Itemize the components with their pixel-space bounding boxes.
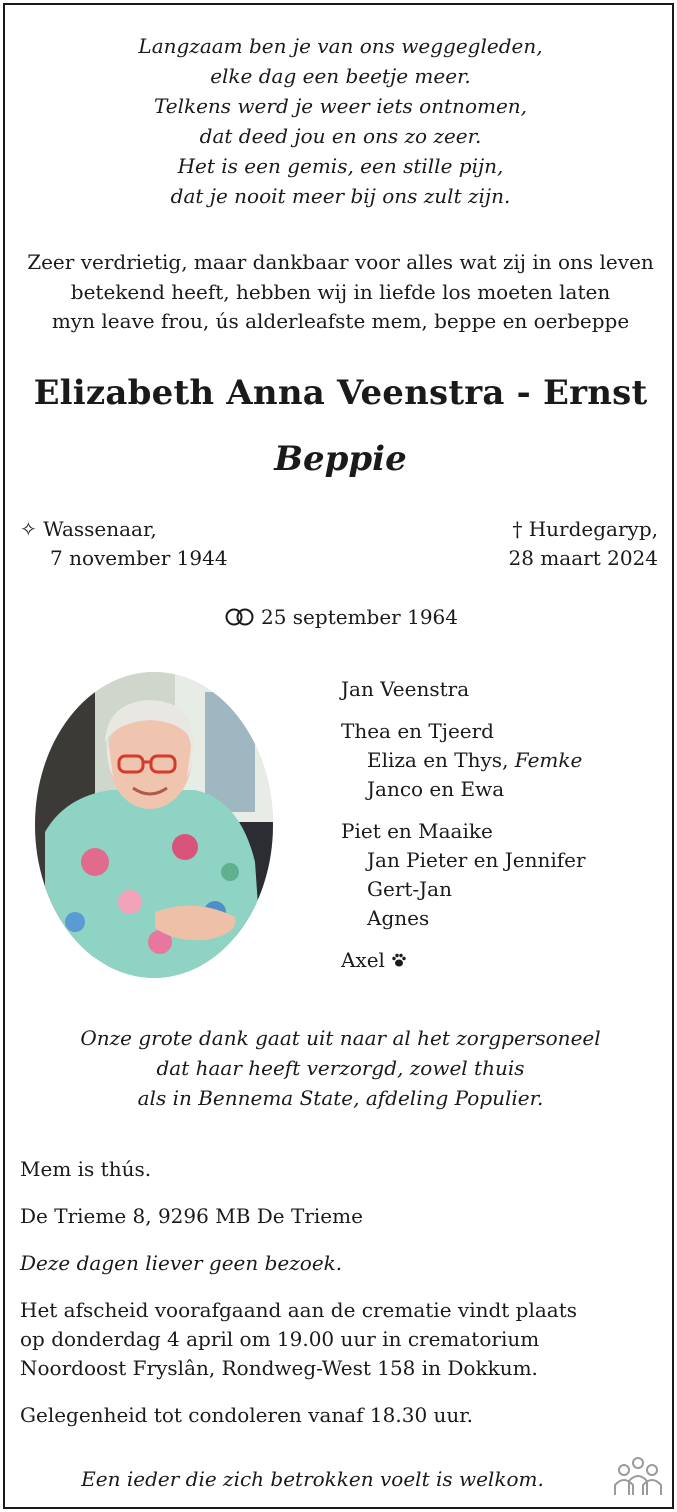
address: De Trieme 8, 9296 MB De Trieme <box>20 1204 363 1228</box>
birth-star-icon: ✧ <box>20 517 37 541</box>
grandchild-name: Eliza en Thys, <box>367 748 509 772</box>
great-grandchild-name: Femke <box>514 748 583 772</box>
condolence-note: Gelegenheid tot condoleren vanaf 18.30 uur. <box>20 1403 474 1427</box>
poem-line: Het is een gemis, een stille pijn, <box>177 154 504 178</box>
poem-line: dat je nooit meer bij ons zult zijn. <box>170 184 511 208</box>
intro-line: myn leave frou, ús alderleafste mem, beppe en oerbeppe <box>51 309 630 333</box>
home-note: Mem is thús. <box>20 1157 152 1181</box>
portrait-photo <box>35 672 273 978</box>
poem-line: Langzaam ben je van ons weggegleden, <box>138 34 543 58</box>
poem-line: Telkens werd je weer iets ontnomen, <box>153 94 528 118</box>
arrangements-info <box>20 1155 660 1448</box>
intro-line: Zeer verdrietig, maar dankbaar voor alles wat zij in ons leven <box>27 250 654 274</box>
death-info <box>509 515 658 573</box>
people-group-logo-icon <box>612 1455 664 1497</box>
farewell-details <box>20 1296 660 1383</box>
poem-line: dat deed jou en ons zo zeer. <box>199 124 482 148</box>
child-couple: Thea en Tjeerd <box>341 719 494 743</box>
grandchild-name: Gert-Jan <box>367 877 452 901</box>
deceased-nickname: Beppie <box>274 439 407 479</box>
death-date: 28 maart 2024 <box>508 546 658 570</box>
farewell-line: Het afscheid voorafgaand aan de crematie vindt plaats <box>20 1298 578 1322</box>
grandchild-name: Janco en Ewa <box>367 777 505 801</box>
death-cross-icon: † <box>512 517 523 541</box>
thanks-text <box>5 1023 676 1113</box>
thanks-line: Onze grote dank gaat uit naar al het zorgpersoneel <box>80 1026 601 1050</box>
death-place: Hurdegaryp, <box>528 517 658 541</box>
birth-info <box>20 515 228 573</box>
poem <box>5 31 676 211</box>
portrait-illustration <box>35 672 273 978</box>
grandchild-name: Jan Pieter en Jennifer <box>367 848 586 872</box>
obituary-card <box>3 3 674 1509</box>
grandchild-name: Agnes <box>367 906 430 930</box>
family-list <box>341 675 586 988</box>
marriage-date: 25 september 1964 <box>260 605 458 629</box>
birth-place: Wassenaar, <box>43 517 157 541</box>
wedding-rings-icon <box>223 607 257 627</box>
intro-line: betekend heeft, hebben wij in liefde los moeten laten <box>70 279 611 304</box>
intro-text <box>5 248 676 337</box>
no-visit-note: Deze dagen liever geen bezoek. <box>20 1251 343 1275</box>
pet-name: Axel <box>341 948 385 972</box>
child-couple: Piet en Maaike <box>341 819 493 843</box>
farewell-line: op donderdag 4 april om 19.00 uur in crematorium <box>20 1327 540 1351</box>
farewell-line: Noordoost Fryslân, Rondweg-West 158 in Dokkum. <box>20 1356 538 1380</box>
deceased-name: Elizabeth Anna Veenstra - Ernst <box>33 373 648 413</box>
thanks-line: dat haar heeft verzorgd, zowel thuis <box>156 1056 525 1080</box>
marriage-info <box>5 603 676 632</box>
thanks-line: als in Bennema State, afdeling Populier. <box>137 1086 544 1110</box>
spouse-name: Jan Veenstra <box>341 677 470 701</box>
closing-text: Een ieder die zich betrokken voelt is welkom. <box>81 1467 544 1491</box>
birth-date: 7 november 1944 <box>50 546 228 570</box>
poem-line: elke dag een beetje meer. <box>210 64 471 88</box>
paw-icon <box>391 952 407 968</box>
